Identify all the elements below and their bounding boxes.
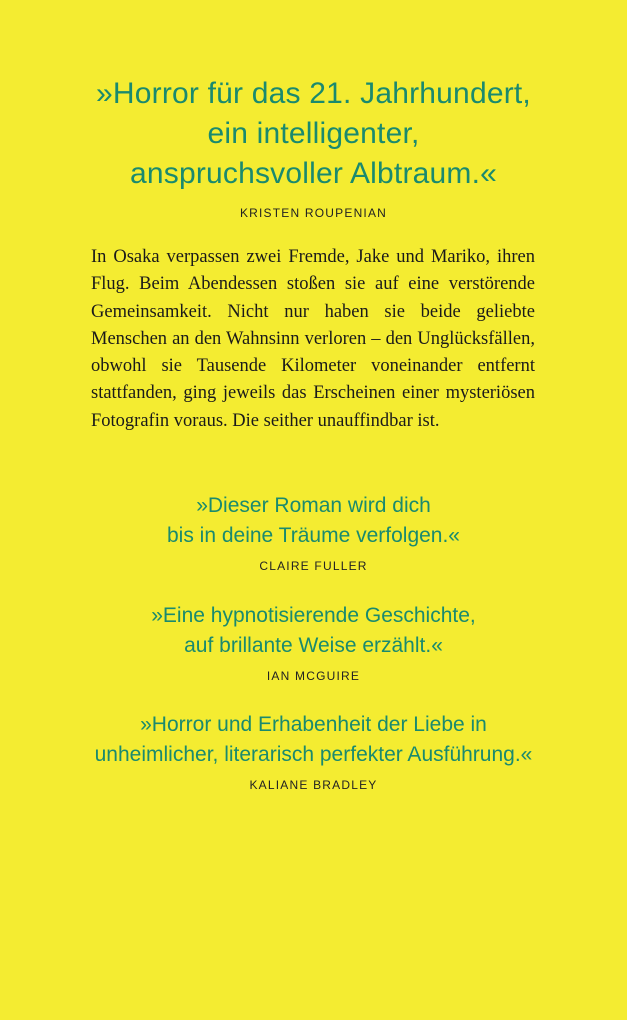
quote-attribution: KALIANE BRADLEY <box>249 778 378 792</box>
main-quote-text <box>0 74 627 194</box>
quote-line: auf brillante Weise erzählt.« <box>184 634 443 657</box>
quote-line: »Eine hypnotisierende Geschichte, <box>151 604 476 627</box>
quote-attribution: CLAIRE FULLER <box>259 559 368 573</box>
review-quote-text <box>0 710 627 770</box>
quote-line: ein intelligenter, <box>207 117 420 150</box>
main-quote <box>0 74 627 220</box>
review-quote-text <box>0 491 627 551</box>
review-quote <box>0 601 627 683</box>
blurb-text: In Osaka verpassen zwei Fremde, Jake und Mariko, ihren Flug. Beim Abendessen stoßen sie auf eine verstörende Gemeinsamkeit. Nicht nur haben sie beide geliebte Menschen an den Wahnsinn verloren – den Unglücksfällen, obwohl sie Tausende Kilometer voneinander entfernt stattfanden, ging jeweils das Erscheinen einer mysteriösen Fotografin voraus. Die seither unauffindbar ist. <box>91 247 535 431</box>
quote-attribution: KRISTEN ROUPENIAN <box>239 206 388 220</box>
quote-line: unheimlicher, literarisch perfekter Ausführung.« <box>94 743 533 766</box>
quote-line: bis in deine Träume verfolgen.« <box>166 524 460 547</box>
quote-line: »Dieser Roman wird dich <box>196 494 431 517</box>
review-quote-text <box>0 601 627 661</box>
review-quote <box>0 710 627 792</box>
quote-line: »Horror für das 21. Jahrhundert, <box>96 77 531 110</box>
quote-line: »Horror und Erhabenheit der Liebe in <box>140 713 487 736</box>
quote-attribution: IAN MCGUIRE <box>266 669 361 683</box>
review-quote <box>0 491 627 573</box>
quote-line: anspruchsvoller Albtraum.« <box>129 157 498 190</box>
